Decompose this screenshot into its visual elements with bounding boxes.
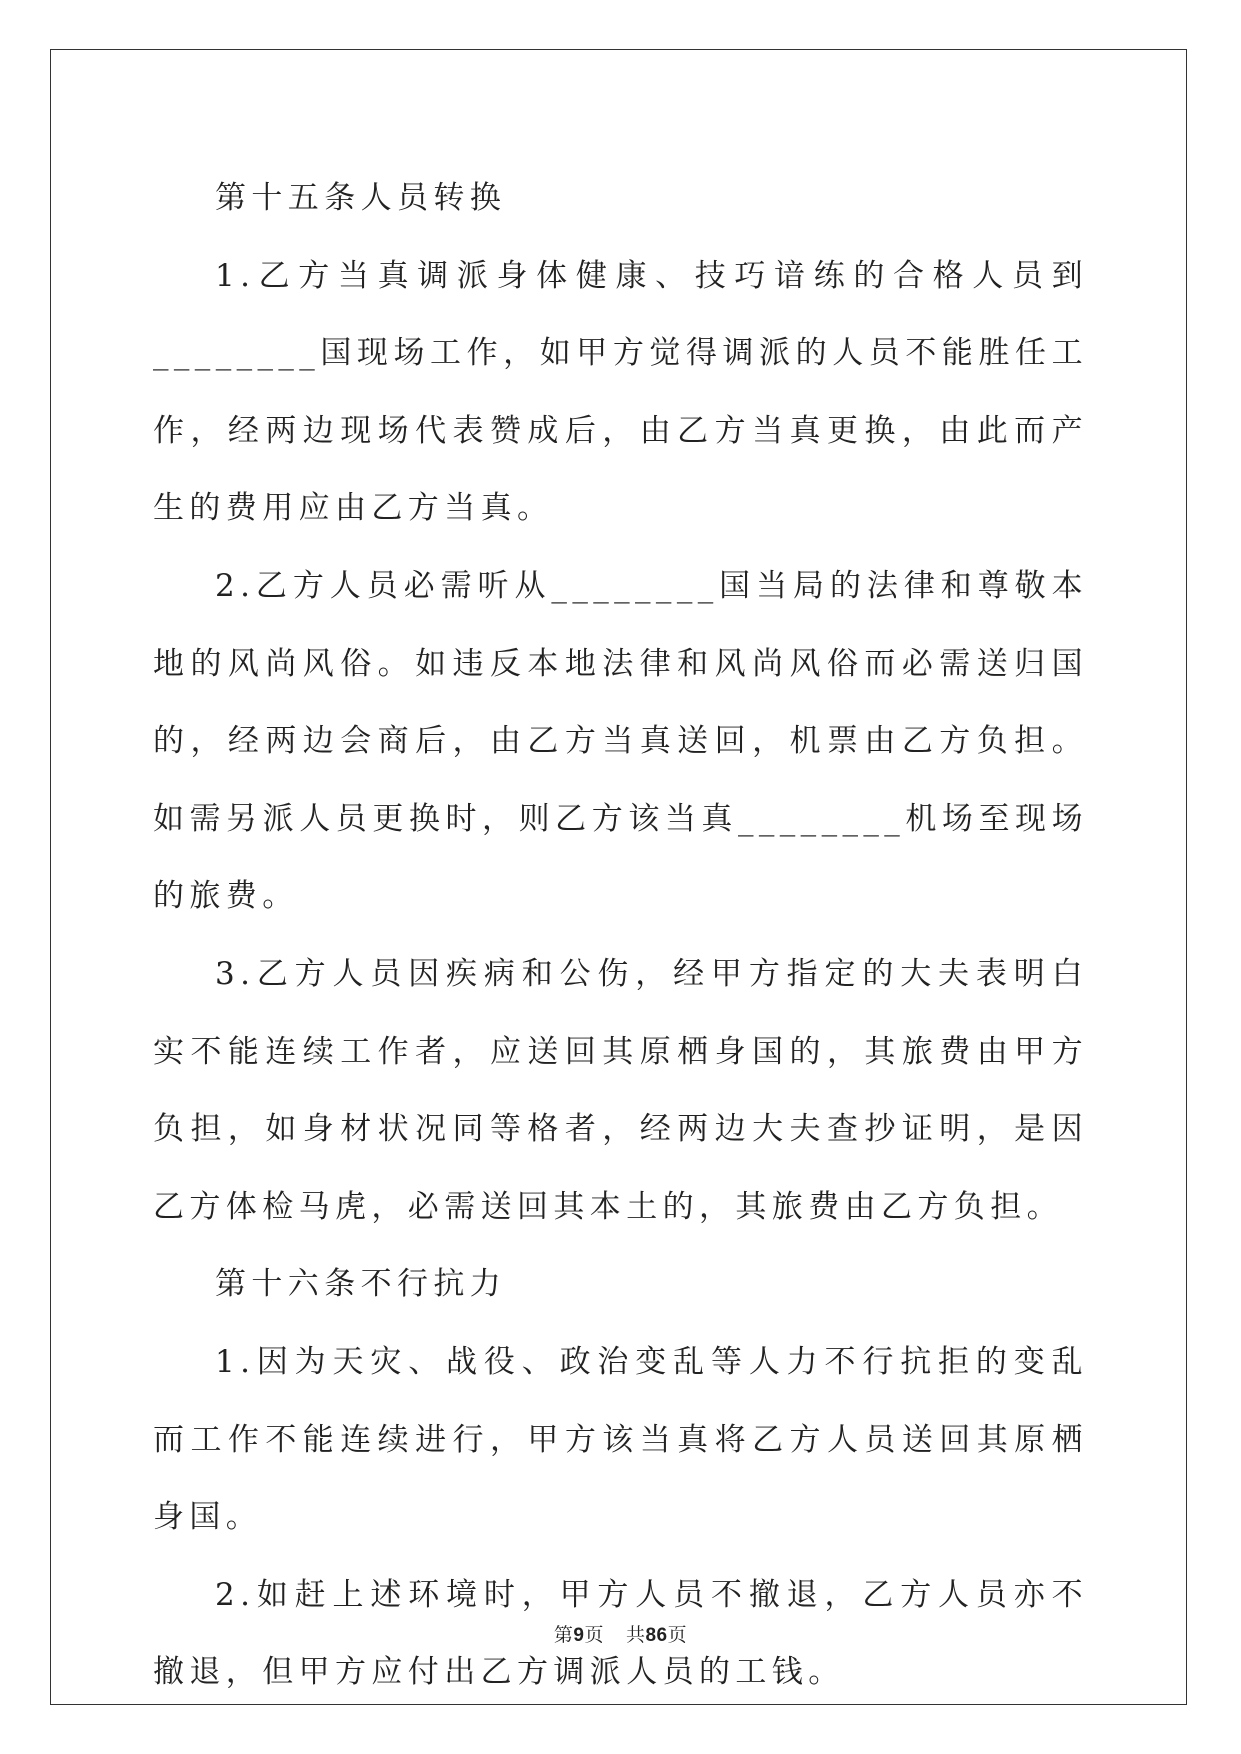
page-prefix: 第 — [553, 1624, 574, 1646]
document-body — [153, 160, 1088, 1712]
total-suffix: 页 — [667, 1624, 688, 1646]
article-16-clause-2: 2.如赶上述环境时，甲方人员不撤退，乙方人员亦不撤退，但甲方应付出乙方调派人员的工钱。 — [153, 1576, 1088, 1691]
article-15-heading: 第十五条人员转换 — [215, 180, 507, 216]
article-15-clause-1: 1.乙方当真调派身体健康、技巧谙练的合格人员到________国现场工作，如甲方觉得调派的人员不能胜任工作，经两边现场代表赞成后，由乙方当真更换，由此而产生的费用应由乙方当真。 — [153, 257, 1088, 527]
total-prefix: 共 — [625, 1624, 646, 1646]
page-suffix: 页 — [584, 1624, 604, 1646]
page-number: 9 — [573, 1625, 585, 1646]
article-15-clause-2: 2.乙方人员必需听从________国当局的法律和尊敬本地的风尚风俗。如违反本地法律和风尚风俗而必需送归国的，经两边会商后，由乙方当真送回，机票由乙方负担。如需另派人员更换时，则乙方该当真________机场至现场的旅费。 — [153, 567, 1088, 915]
article-16-clause-1: 1.因为天灾、战役、政治变乱等人力不行抗拒的变乱而工作不能连续进行，甲方该当真将乙方人员送回其原栖身国。 — [153, 1343, 1088, 1536]
total-pages: 86 — [645, 1625, 668, 1646]
page-footer — [0, 1623, 1241, 1648]
article-16-heading: 第十六条不行抗力 — [215, 1266, 507, 1303]
article-15-clause-3: 3.乙方人员因疾病和公伤，经甲方指定的大夫表明白实不能连续工作者，应送回其原栖身国的，其旅费由甲方负担，如身材状况同等格者，经两边大夫查抄证明，是因乙方体检马虎，必需送回其本土的，其旅费由乙方负担。 — [153, 955, 1088, 1225]
